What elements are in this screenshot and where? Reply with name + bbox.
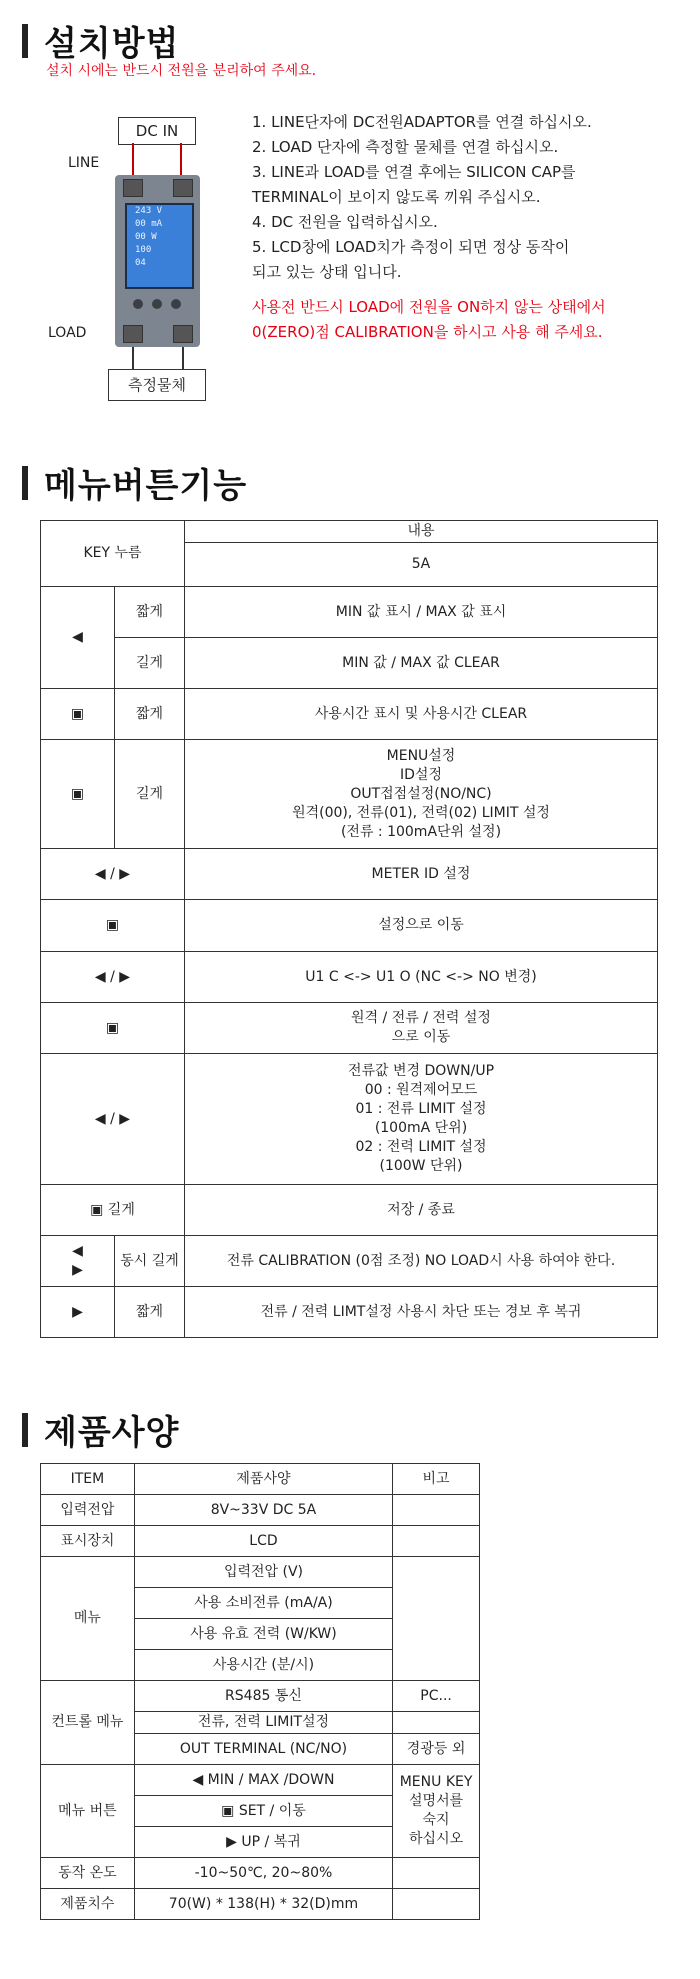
step-3-cont: TERMINAL이 보이지 않도록 끼워 주십시오. <box>252 188 541 206</box>
note-line: MENU KEY <box>399 1774 473 1790</box>
press-type: 동시 길게 <box>115 1236 185 1287</box>
spec-item: 메뉴 버튼 <box>41 1765 135 1858</box>
function-content: 전류 / 전력 LIMT설정 사용시 차단 또는 경보 후 복귀 <box>185 1287 658 1338</box>
spec-section-title <box>22 1405 179 1454</box>
step-1: 1. LINE단자에 DC전원ADAPTOR를 연결 하십시오. <box>252 113 592 131</box>
table-row <box>41 638 658 689</box>
warning-line-1: 사용전 반드시 LOAD에 전원을 ON하지 않는 상태에서 <box>252 298 606 316</box>
press-type: 길게 <box>115 740 185 849</box>
key-left-arrow: ◀ <box>41 587 115 689</box>
device-button-left <box>133 299 143 309</box>
load-terminal-left <box>123 325 143 343</box>
key-set: ▣ <box>41 740 115 849</box>
spec-note: 경광등 외 <box>393 1734 480 1765</box>
menu-section-title <box>22 458 247 507</box>
press-type: 길게 <box>115 638 185 689</box>
spec-value: OUT TERMINAL (NC/NO) <box>134 1734 392 1765</box>
content-line: 으로 이동 <box>391 1029 451 1045</box>
title-bar <box>22 1413 28 1447</box>
key-left-right: ◀ / ▶ <box>41 1054 185 1185</box>
content-line: (100mA 단위) <box>374 1120 468 1136</box>
table-row <box>41 1185 658 1236</box>
key-set: ▣ <box>41 689 115 740</box>
press-type: 짧게 <box>115 587 185 638</box>
content-line: 00 : 원격제어모드 <box>364 1082 478 1098</box>
lcd-line-3: 00 W <box>135 232 157 242</box>
line-label: LINE <box>68 155 100 171</box>
install-steps <box>252 110 592 285</box>
spec-value: LCD <box>134 1526 392 1557</box>
lcd-line-4: 100 <box>135 245 152 255</box>
spec-note <box>393 1557 480 1681</box>
spec-note: PC... <box>393 1681 480 1712</box>
table-row <box>41 1495 480 1526</box>
dc-wire-left <box>132 143 134 179</box>
content-line: (전류 : 100mA단위 설정) <box>340 823 502 840</box>
content-line: 01 : 전류 LIMIT 설정 <box>355 1101 487 1117</box>
device-button-mid <box>152 299 162 309</box>
header-content: 내용 <box>185 521 658 543</box>
header-note: 비고 <box>393 1464 480 1495</box>
table-row <box>41 1681 480 1712</box>
step-3: 3. LINE과 LOAD를 연결 후에는 SILICON CAP를 <box>252 163 576 181</box>
table-row <box>41 1858 480 1889</box>
spec-value: 70(W) * 138(H) * 32(D)mm <box>134 1889 392 1920</box>
spec-title-text: 제품사양 <box>44 1413 180 1453</box>
function-content: 전류 CALIBRATION (0점 조정) NO LOAD시 사용 하여야 한다. <box>185 1236 658 1287</box>
content-line: 원격 / 전류 / 전력 설정 <box>351 1010 491 1026</box>
content-line: (100W 단위) <box>379 1158 463 1174</box>
spec-value: ▶ UP / 복귀 <box>134 1827 392 1858</box>
key-set: ▣ <box>41 900 185 952</box>
table-row <box>41 900 658 952</box>
target-object-label: 측정물체 <box>108 369 206 401</box>
spec-value: 사용 소비전류 (mA/A) <box>134 1588 392 1619</box>
function-content: 설정으로 이동 <box>185 900 658 952</box>
spec-item: 표시장치 <box>41 1526 135 1557</box>
content-line: OUT접점설정(NO/NC) <box>350 785 492 802</box>
key-left-arrow: ◀ <box>72 1243 83 1259</box>
lcd-screen <box>125 203 194 289</box>
content-line: 전류값 변경 DOWN/UP <box>347 1063 495 1079</box>
header-spec: 제품사양 <box>134 1464 392 1495</box>
key-both-arrows <box>41 1236 115 1287</box>
spec-note <box>393 1526 480 1557</box>
warning-line-2: 0(ZERO)점 CALIBRATION을 하시고 사용 해 주세요. <box>252 323 603 341</box>
table-row <box>41 1287 658 1338</box>
function-content <box>185 740 658 849</box>
function-content: MIN 값 / MAX 값 CLEAR <box>185 638 658 689</box>
step-5-cont: 되고 있는 상태 입니다. <box>252 263 402 281</box>
function-content: MIN 값 표시 / MAX 값 표시 <box>185 587 658 638</box>
spec-table <box>40 1463 480 1920</box>
spec-note <box>393 1858 480 1889</box>
spec-note <box>393 1889 480 1920</box>
spec-value: RS485 통신 <box>134 1681 392 1712</box>
title-bar <box>22 24 28 58</box>
table-row <box>41 1464 480 1495</box>
line-terminal-right <box>173 179 193 197</box>
step-2: 2. LOAD 단자에 측정할 물체를 연결 하십시오. <box>252 138 559 156</box>
step-5: 5. LCD창에 LOAD치가 측정이 되면 정상 동작이 <box>252 238 570 256</box>
note-line: 설명서를 <box>409 1793 464 1809</box>
press-type: 짧게 <box>115 1287 185 1338</box>
load-wire-left <box>132 347 134 369</box>
function-content: 사용시간 표시 및 사용시간 CLEAR <box>185 689 658 740</box>
function-content <box>185 1003 658 1054</box>
table-row <box>41 587 658 638</box>
spec-note <box>393 1765 480 1858</box>
spec-note <box>393 1712 480 1734</box>
spec-item: 컨트롤 메뉴 <box>41 1681 135 1765</box>
function-content: 저장 / 종료 <box>185 1185 658 1236</box>
content-line: ID설정 <box>400 766 442 783</box>
function-content: U1 C <-> U1 O (NC <-> NO 변경) <box>185 952 658 1003</box>
install-diagram <box>50 115 230 395</box>
spec-item: 입력전압 <box>41 1495 135 1526</box>
content-line: 원격(00), 전류(01), 전력(02) LIMIT 설정 <box>292 804 550 821</box>
load-terminal-right <box>173 325 193 343</box>
key-set-long: ▣ 길게 <box>41 1185 185 1236</box>
spec-item: 메뉴 <box>41 1557 135 1681</box>
key-left-right: ◀ / ▶ <box>41 849 185 900</box>
table-row <box>41 1003 658 1054</box>
install-title-text: 설치방법 <box>44 24 180 64</box>
key-right-arrow: ▶ <box>72 1262 83 1278</box>
content-line: 02 : 전력 LIMIT 설정 <box>355 1139 487 1155</box>
spec-value: ◀ MIN / MAX /DOWN <box>134 1765 392 1796</box>
calibration-warning <box>252 295 606 345</box>
lcd-line-1: 243 V <box>135 206 163 216</box>
table-row <box>41 1889 480 1920</box>
load-label: LOAD <box>48 325 87 341</box>
table-row <box>41 740 658 849</box>
dc-in-label: DC IN <box>118 117 196 145</box>
spec-value: 8V~33V DC 5A <box>134 1495 392 1526</box>
spec-item: 동작 온도 <box>41 1858 135 1889</box>
function-content: METER ID 설정 <box>185 849 658 900</box>
spec-item: 제품치수 <box>41 1889 135 1920</box>
table-row <box>41 952 658 1003</box>
meter-device <box>115 175 200 347</box>
header-sub: 5A <box>185 543 658 587</box>
spec-value: 전류, 전력 LIMIT설정 <box>134 1712 392 1734</box>
table-row <box>41 1526 480 1557</box>
dc-wire-right <box>180 143 182 179</box>
key-right-arrow: ▶ <box>41 1287 115 1338</box>
spec-value: ▣ SET / 이동 <box>134 1796 392 1827</box>
line-terminal-left <box>123 179 143 197</box>
header-item: ITEM <box>41 1464 135 1495</box>
step-4: 4. DC 전원을 입력하십시오. <box>252 213 438 231</box>
spec-value: -10~50℃, 20~80% <box>134 1858 392 1889</box>
table-row <box>41 1765 480 1796</box>
content-line: MENU설정 <box>386 747 456 764</box>
key-set: ▣ <box>41 1003 185 1054</box>
spec-value: 사용 유효 전력 (W/KW) <box>134 1619 392 1650</box>
table-row <box>41 1236 658 1287</box>
table-row <box>41 1557 480 1588</box>
install-note: 설치 시에는 반드시 전원을 분리하여 주세요. <box>46 63 317 79</box>
key-left-right: ◀ / ▶ <box>41 952 185 1003</box>
table-row <box>41 689 658 740</box>
header-key: KEY 누름 <box>41 521 185 587</box>
title-bar <box>22 466 28 500</box>
load-wire-right <box>182 347 184 369</box>
spec-value: 입력전압 (V) <box>134 1557 392 1588</box>
press-type: 짧게 <box>115 689 185 740</box>
note-line: 숙지 <box>422 1812 450 1828</box>
note-line: 하십시오 <box>409 1831 464 1847</box>
spec-value: 사용시간 (분/시) <box>134 1650 392 1681</box>
table-row <box>41 521 658 543</box>
spec-note <box>393 1495 480 1526</box>
menu-button-table <box>40 520 658 1338</box>
function-content <box>185 1054 658 1185</box>
lcd-line-5: 04 <box>135 258 146 268</box>
menu-title-text: 메뉴버튼기능 <box>44 466 248 506</box>
device-button-right <box>171 299 181 309</box>
table-row <box>41 849 658 900</box>
lcd-line-2: 00 mA <box>135 219 163 229</box>
table-row <box>41 1054 658 1185</box>
install-section-title <box>22 16 179 65</box>
